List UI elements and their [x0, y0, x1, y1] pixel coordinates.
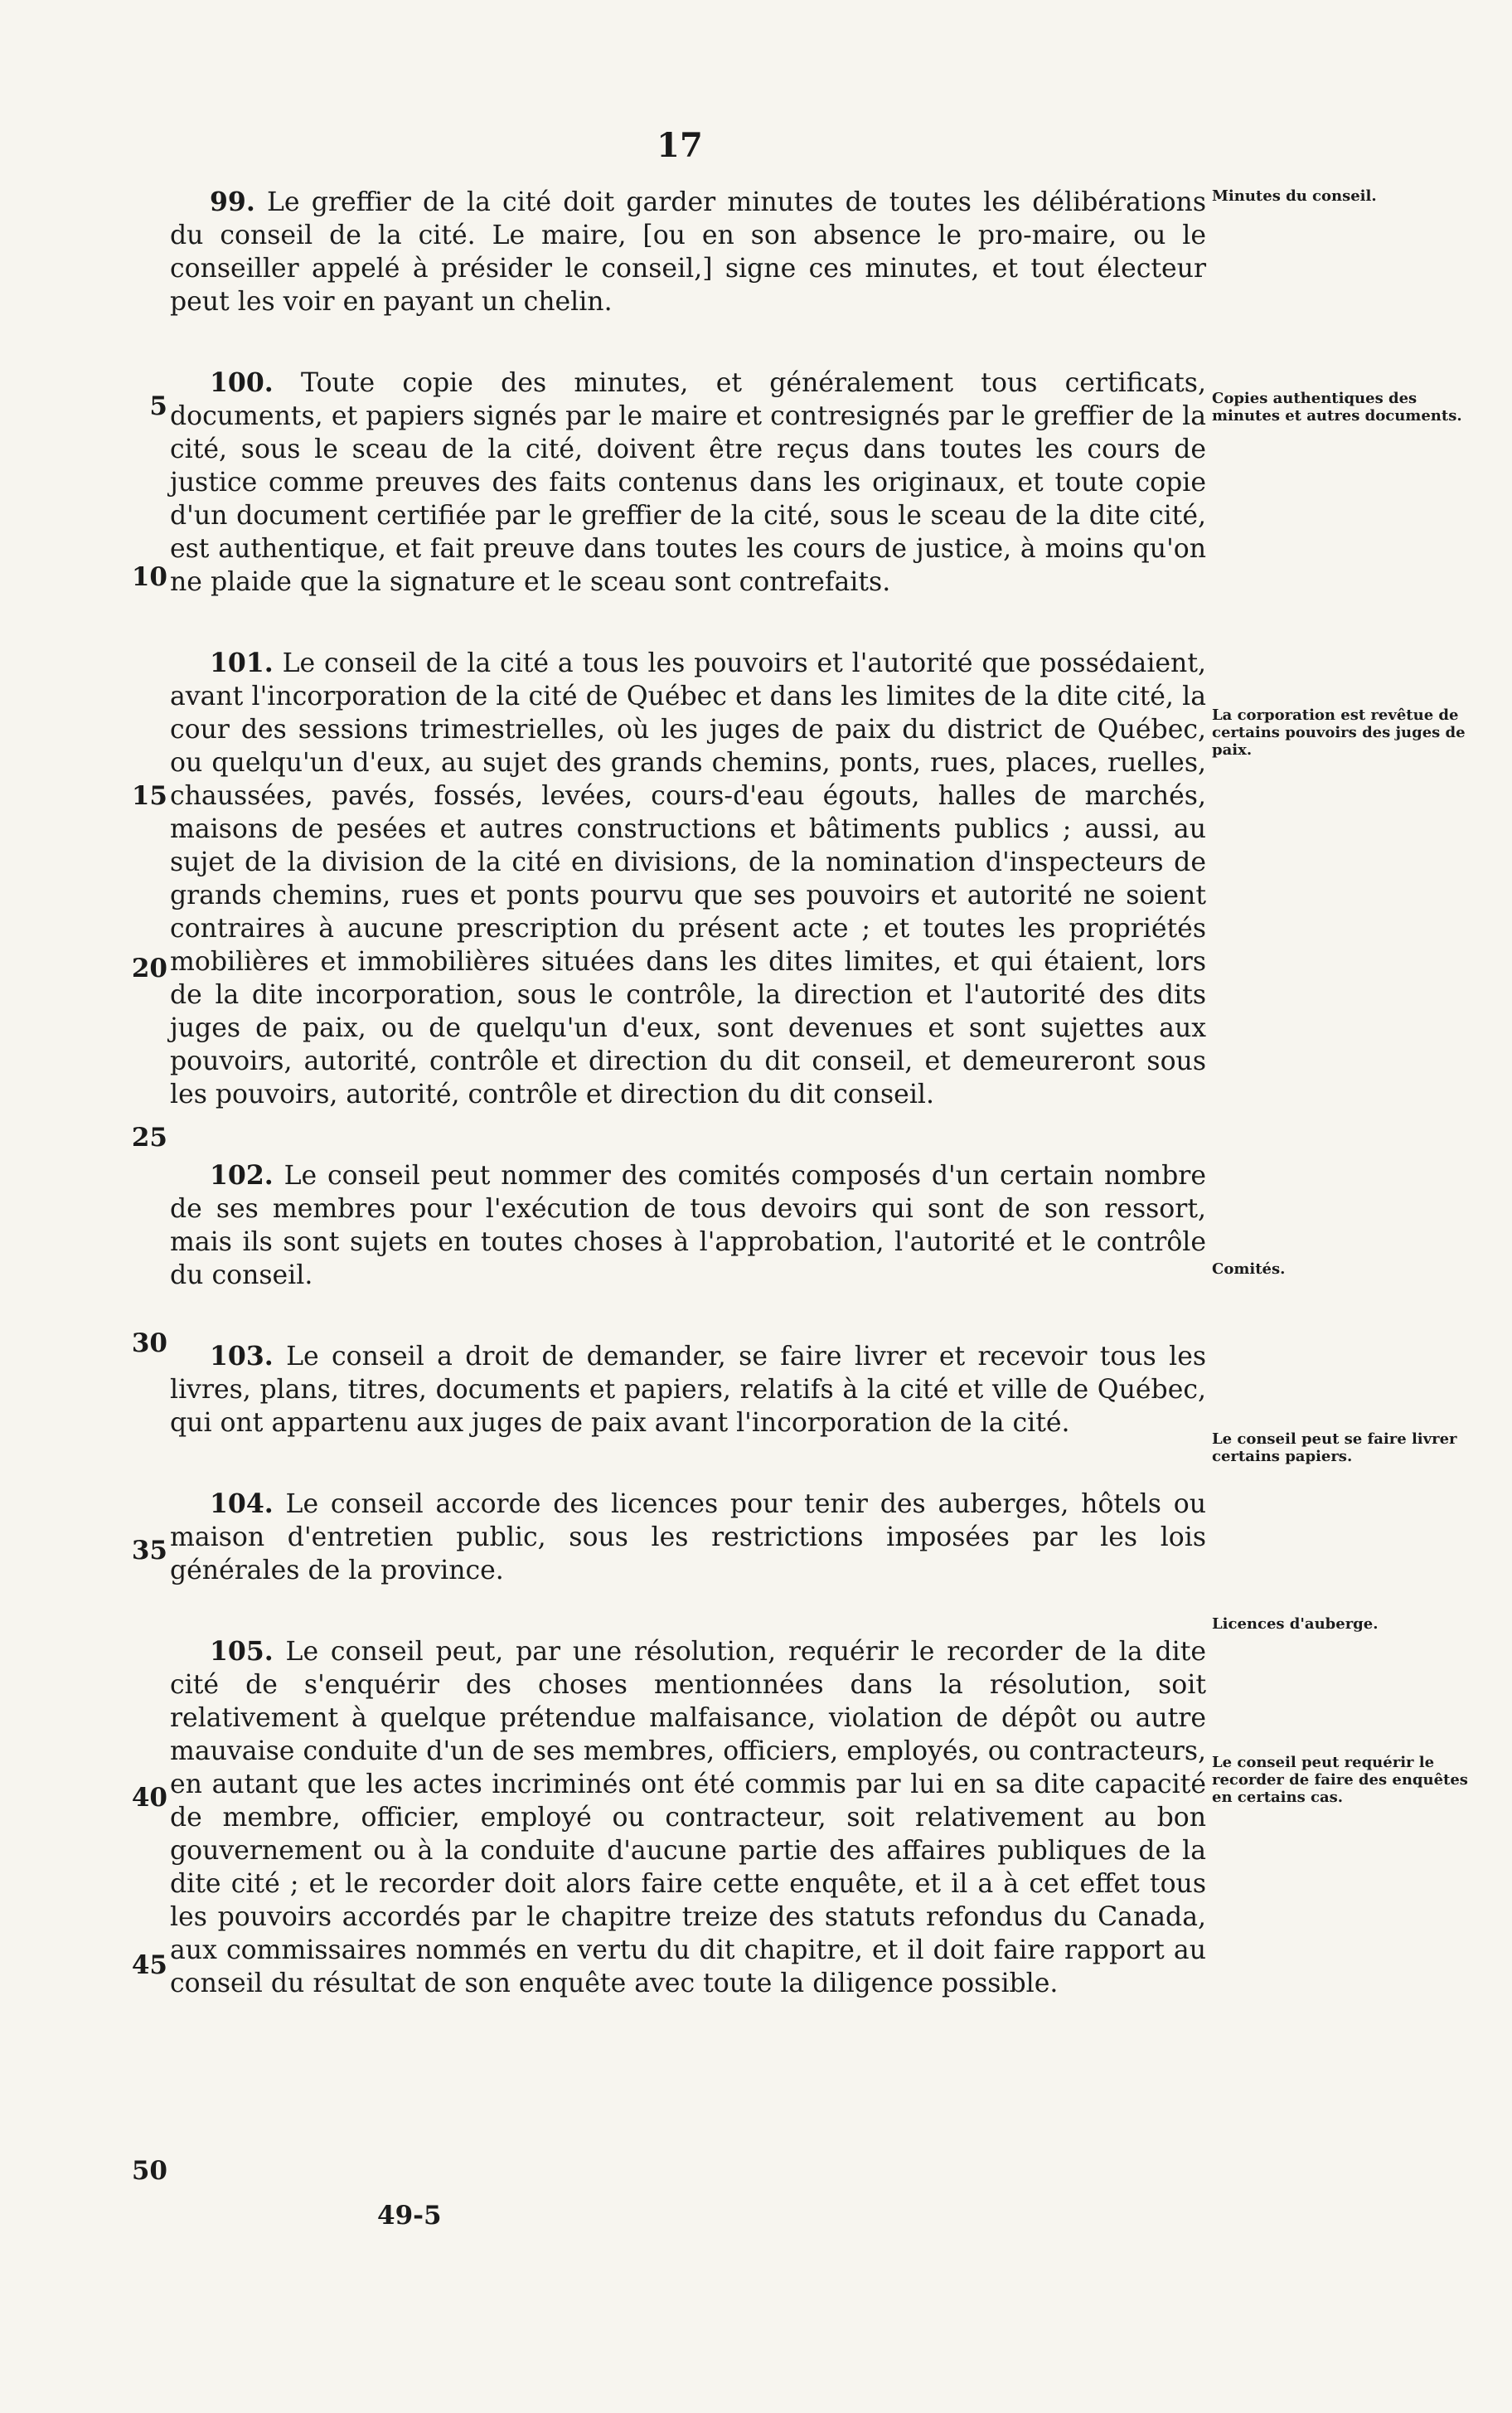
margin-note-99: Minutes du conseil.: [1212, 187, 1377, 205]
section-number: 104.: [210, 1488, 274, 1519]
line-number: 30: [131, 1328, 167, 1358]
section-99: [170, 186, 1206, 318]
line-number: 50: [131, 2156, 167, 2186]
section-text: Le conseil de la cité a tous les pouvoirs et l'autorité que possédaient, avant l'incorporation de la cité de Québec et dans les limites de la dite cité, la cour des sessions trimestrielles, où les juges de paix du district de Québec, ou quelqu'un d'eux, au sujet des grands chemins, ponts, rues, places, ruelles, chaussées, pavés, fossés, levées, cours-d'eau égouts, halles de marchés, maisons de pesées et autres constructions et bâtiments publics ; aussi, au sujet de la division de la cité en divisions, de la nomination d'inspecteurs de grands chemins, rues et ponts pourvu que ses pouvoirs et autorité ne soient contraires à aucune prescription du présent acte ; et toutes les propriétés mobilières et immobilières situées dans les dites limites, et qui étaient, lors de la dite incorporation, sous le contrôle, la direction et l'autorité des dits juges de paix, ou de quelqu'un d'eux, sont devenues et sont sujettes aux pouvoirs, autorité, contrôle et direction du dit conseil, et demeureront sous les pouvoirs, autorité, contrôle et direction du dit conseil.: [170, 648, 1206, 1109]
section-text: Le conseil peut nommer des comités composés d'un certain nombre de ses membres pour l'exécution de tous devoirs qui sont de son ressort, mais ils sont sujets en toutes choses à l'approbation, l'autorité et le contrôle du conseil.: [170, 1161, 1207, 1290]
signature-mark: 49-5: [377, 2201, 442, 2231]
section-number: 105.: [210, 1636, 274, 1667]
line-number: 10: [131, 562, 167, 592]
page-number: 17: [657, 126, 703, 165]
margin-note-105: Le conseil peut requérir le recorder de faire des enquêtes en certains cas.: [1212, 1754, 1468, 1806]
section-number: 101.: [210, 648, 274, 678]
section-102: [170, 1159, 1206, 1292]
section-text: Le greffier de la cité doit garder minutes de toutes les délibérations du conseil de la cité. Le maire, [ou en son absence le pro-maire, ou le conseiller appelé à présider le conseil,] signe ces minutes, et tout électeur peut les voir en payant un chelin.: [170, 187, 1206, 317]
line-number: 5: [149, 391, 167, 421]
section-101: [170, 647, 1206, 1111]
margin-note-103: Le conseil peut se faire livrer certains papiers.: [1212, 1430, 1457, 1465]
line-number: 45: [131, 1950, 167, 1980]
line-number: 20: [131, 954, 167, 983]
section-text: Toute copie des minutes, et généralement tous certificats, documents, et papiers signés par le maire et contresignés par le greffier de la cité, sous le sceau de la cité, doivent être reçus dans toutes les cours de justice comme preuves des faits contenus dans les originaux, et toute copie d'un document certifiée par le greffier de la cité, sous le sceau de la dite cité, est authentique, et fait preuve dans toutes les cours de justice, à moins qu'on ne plaide que la signature et le sceau sont contrefaits.: [170, 368, 1206, 597]
section-text: Le conseil a droit de demander, se faire livrer et recevoir tous les livres, plans, titres, documents et papiers, relatifs à la cité et ville de Québec, qui ont appartenu aux juges de paix avant l'incorporation de la cité.: [170, 1342, 1206, 1438]
line-number: 40: [131, 1783, 167, 1813]
line-number: 35: [131, 1536, 167, 1566]
section-100: [170, 367, 1206, 599]
line-number: 25: [131, 1123, 167, 1153]
body-text: [170, 186, 1206, 2000]
line-number: 15: [131, 781, 167, 811]
section-text: Le conseil accorde des licences pour tenir des auberges, hôtels ou maison d'entretien public, sous les restrictions imposées par les lois générales de la province.: [170, 1489, 1206, 1585]
margin-note-104: Licences d'auberge.: [1212, 1615, 1379, 1633]
section-text: Le conseil peut, par une résolution, requérir le recorder de la dite cité de s'enquérir des choses mentionnées dans la résolution, soit relativement à quelque prétendue malfaisance, violation de dépôt ou autre mauvaise conduite d'un de ses membres, officiers, employés, ou contracteurs, en autant que les actes incriminés ont été commis par lui en sa dite capacité de membre, officier, employé ou contracteur, soit relativement au bon gouvernement ou à la conduite d'aucune partie des affaires publiques de la dite cité ; et le recorder doit alors faire cette enquête, et il a à cet effet tous les pouvoirs accordés par le chapitre treize des statuts refondus du Canada, aux commissaires nommés en vertu du dit chapitre, et il doit faire rapport au conseil du résultat de son enquête avec toute la diligence possible.: [170, 1637, 1206, 1998]
margin-note-102: Comités.: [1212, 1260, 1286, 1278]
section-105: [170, 1635, 1206, 2000]
section-104: [170, 1488, 1206, 1587]
section-number: 100.: [210, 367, 274, 398]
margin-note-101: La corporation est revêtue de certains pouvoirs des juges de paix.: [1212, 706, 1466, 759]
section-number: 103.: [210, 1341, 274, 1372]
section-103: [170, 1340, 1206, 1440]
section-number: 99.: [210, 187, 255, 217]
margin-note-100: Copies authentiques des minutes et autres documents.: [1212, 390, 1462, 425]
section-number: 102.: [210, 1160, 274, 1191]
